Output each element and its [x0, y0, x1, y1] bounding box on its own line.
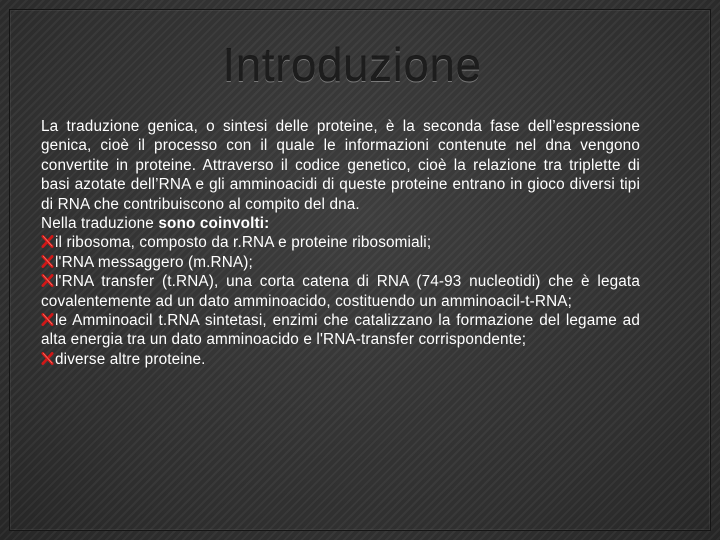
list-item — [41, 233, 640, 252]
list-item-text: diverse altre proteine. — [55, 350, 206, 368]
x-mark-icon — [41, 274, 54, 287]
list-label-bold: sono coinvolti: — [158, 215, 270, 233]
list-item-text: l'RNA messaggero (m.RNA); — [55, 253, 253, 271]
intro-paragraph: La traduzione genica, o sintesi delle proteine, è la seconda fase dell’espressione genica, cioè il processo con il quale le informazioni contenute nel dna vengono convertite in proteine. Attraverso il codice genetico, cioè la relazione tra triplette di basi azotate dell’RNA e gli amminoacidi di queste proteine entrano in gioco diversi tipi di RNA che contribuiscono al compito del dna. — [41, 118, 640, 213]
slide-title: Introduzione — [222, 39, 482, 91]
list-item-text: l'RNA transfer (t.RNA), una corta catena di RNA (74-93 nucleotidi) che è legata covalentemente ad un dato amminoacido, costituendo un amminoacil-t-RNA; — [41, 273, 640, 310]
list-item — [41, 272, 640, 311]
x-mark-icon — [41, 235, 54, 248]
x-mark-icon — [41, 352, 54, 365]
list-item — [41, 311, 640, 350]
slide-body — [41, 117, 640, 369]
x-mark-icon — [41, 255, 54, 268]
x-mark-icon — [41, 313, 54, 326]
list-item — [41, 350, 640, 369]
list-label — [41, 214, 640, 233]
list-item — [41, 253, 640, 272]
list-item-text: il ribosoma, composto da r.RNA e proteine ribosomiali; — [55, 234, 432, 252]
list-label-prefix: Nella traduzione — [41, 215, 159, 233]
list-item-text: le Amminoacil t.RNA sintetasi, enzimi che catalizzano la formazione del legame ad alta energia tra un dato amminoacido e l'RNA-transfer corrispondente; — [41, 312, 640, 349]
